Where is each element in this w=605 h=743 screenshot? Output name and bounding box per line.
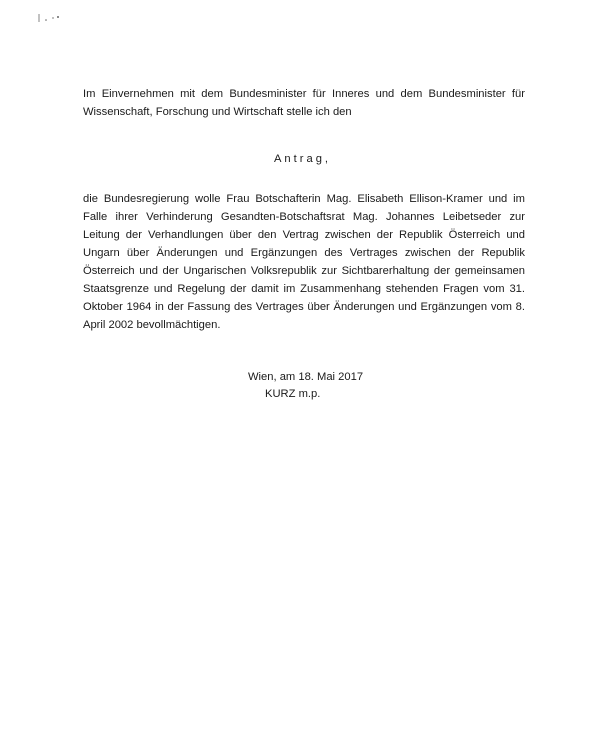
motion-body-paragraph: die Bundesregierung wolle Frau Botschafterin Mag. Elisabeth Ellison-Kramer und im Falle ihrer Verhinderung Gesandten-Botschaftsrat Mag. Johannes Leibetseder zur Leitung der Verhandlungen über den Vertrag zwischen der Republik Österreich und Ungarn über Änderungen und Ergänzungen des Vertrages zwischen der Republik Österreich und der Ungarischen Volksrepublik zur Sichtbarerhaltung der gemeinsamen Staatsgrenze und Regelung der damit im Zusammenhang stehenden Fragen vom 31. Oktober 1964 in der Fassung des Vertrages über Änderungen und Ergänzungen vom 8. April 2002 bevollmächtigen. — [83, 193, 525, 331]
motion-heading: Antrag, — [273, 153, 332, 165]
scan-artifact-marks — [38, 12, 78, 24]
place-and-date: Wien, am 18. Mai 2017 — [248, 371, 364, 383]
intro-paragraph: Im Einvernehmen mit dem Bundesminister für Inneres und dem Bundesminister für Wissenschaft, Forschung und Wirtschaft stelle ich den — [83, 88, 525, 118]
signature-line: KURZ m.p. — [265, 388, 321, 400]
